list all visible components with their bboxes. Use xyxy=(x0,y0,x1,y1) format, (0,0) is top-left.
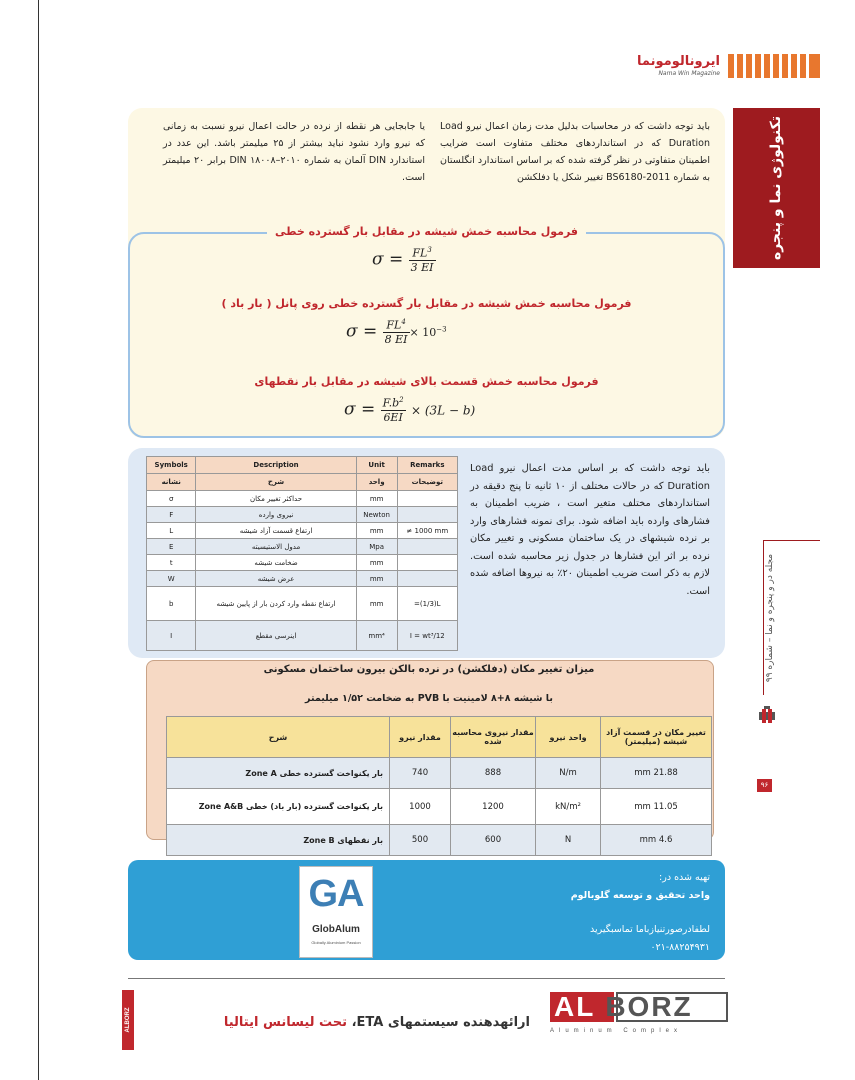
section-tab-label: تکنولوژی نما و پنجره xyxy=(768,115,784,261)
table-row: E مدول الاستیسیته Mpa xyxy=(147,539,458,555)
intro-right-paragraph: باید توجه داشت که در محاسبات بدلیل مدت زمان اعمال نیرو Load Duration که در استانداردهای مختلف متفاوت است ضرایب اطمینان متفاوتی در نظر گرفته شده که بر اساس استاندارد انگلستان به شماره BS6180-2011 تغییر شکل یا دفلکشن xyxy=(440,121,710,183)
side-divider-vertical xyxy=(763,540,764,695)
table-row: 11.05 mm kN/m² 1200 1000 بار یکنواخت گسترده (بار باد) خطی Zone A&B xyxy=(167,789,712,825)
col-remarks-fa: توضیحات xyxy=(397,474,457,491)
table-row: L ارتفاع قسمت آزاد شیشه mm ≠ 1000 mm xyxy=(147,523,458,539)
table-row: 4.6 mm N 600 500 بار نقطهای Zone B xyxy=(167,825,712,856)
footer-vertical-brand: ALBORZ xyxy=(122,990,134,1050)
logo-name: GlobAlum xyxy=(312,924,360,935)
symbols-header-fa xyxy=(147,474,458,491)
deflection-header xyxy=(167,717,712,758)
col-deflection: تغییر مکان در قسمت آزاد شیشه (میلیمتر) xyxy=(601,717,712,758)
formula-3: σ = $\frac{F.b^2}{6EI}$ × (3L − b) xyxy=(344,396,476,424)
intro-left-paragraph: یا جابجایی هر نقطه از نرده در حالت اعمال نیرو نسبت به زمانی که نیرو وارد نشود نباید بیشتر از ۲۵ میلیمتر باشد. این عدد در استاندارد DIN آلمان به شماره DIN ۱۸۰۰۸–۲۰۱۰ برابر ۲۰ میلیمتر است. xyxy=(163,121,426,183)
col-force-unit: واحد نیرو xyxy=(536,717,601,758)
page-margin-line xyxy=(38,0,39,1080)
logo-tag: Globally Aluminium Passion xyxy=(311,940,361,945)
side-divider xyxy=(763,540,820,541)
deflection-subtitle: با شیشه ۸+۸ لامینیت با PVB به ضخامت ۱/۵۲ میلیمتر xyxy=(305,693,553,704)
header-decor-bars xyxy=(728,54,820,78)
globalum-logo xyxy=(299,866,373,958)
alborz-wordmark: AL BORZ xyxy=(554,991,693,1022)
col-symbol-fa: نشانه xyxy=(147,474,196,491)
window-icon xyxy=(756,704,778,726)
col-unit-en: Unit xyxy=(356,457,397,474)
unit-name: واحد تحقیق و توسعه گلوبالوم xyxy=(570,890,710,901)
table-row: b ارتفاع نقطه وارد کردن بار از پایین شیشه mm =(1/3)L xyxy=(147,587,458,621)
contact-text: لطفادرصورتنیازباما تماسبگیرید xyxy=(589,924,710,935)
formula-2-title: فرمول محاسبه خمش شیشه در مقابل بار گسترده خطی روی پانل ( بار باد ) xyxy=(221,297,632,310)
col-symbol-en: Symbols xyxy=(147,457,196,474)
footer-divider xyxy=(128,978,725,979)
col-desc-en: Description xyxy=(196,457,356,474)
footer-text: ارائهدهنده سیستمهای ETA، تحت لیسانس ایتالیا xyxy=(223,1015,530,1030)
magazine-logo xyxy=(637,54,720,82)
logo-ga: GA xyxy=(308,873,364,915)
magazine-issue-label: مجله در و پنجره و نما – شماره ۹۹ xyxy=(765,553,775,683)
prepared-by: تهیه شده در: xyxy=(659,872,710,883)
formula-1-title: فرمول محاسبه خمش شیشه در مقابل بار گسترده خطی xyxy=(128,225,725,238)
alborz-sub: Aluminum Complex xyxy=(550,1028,683,1034)
table-row: F نیروی وارده Newton xyxy=(147,507,458,523)
magazine-logo-sub: Nama Win Magazine xyxy=(658,70,720,77)
alborz-logo xyxy=(550,990,730,1045)
table-row: 21.88 mm N/m 888 740 بار یکنواخت گسترده خطی Zone A xyxy=(167,758,712,789)
col-desc: شرح xyxy=(167,717,390,758)
col-remarks-en: Remarks xyxy=(397,457,457,474)
col-calc-force: مقدار نیروی محاسبه شده xyxy=(451,717,536,758)
table-row: I اینرسی مقطع mm⁴ I = wt³/12 xyxy=(147,621,458,651)
page-number: ۹۶ xyxy=(757,779,772,792)
symbols-header-en xyxy=(147,457,458,474)
phone-number: ۰۲۱-۸۸۲۵۴۹۳۱ xyxy=(650,942,710,953)
symbols-table xyxy=(146,456,458,651)
magazine-logo-text: ایرونالومونما xyxy=(637,54,720,69)
formula-3-title: فرمول محاسبه خمش قسمت بالای شیشه در مقابل بار نقطهای xyxy=(254,375,599,388)
section-tab xyxy=(733,108,820,268)
formula-2: σ = $\frac{FL^4}{8 EI}$ × $10^{-3}$ xyxy=(346,318,447,346)
formula-1: σ = $\frac{FL^3}{3 EI}$ xyxy=(372,246,434,274)
col-unit-fa: واحد xyxy=(356,474,397,491)
table-row: W عرض شیشه mm xyxy=(147,571,458,587)
deflection-table xyxy=(166,716,712,856)
table-row: σ حداکثر تغییر مکان mm xyxy=(147,491,458,507)
col-force: مقدار نیرو xyxy=(390,717,451,758)
symbols-paragraph: باید توجه داشت که بر اساس مدت اعمال نیرو Load Duration که در حالات مختلف از ۱۰ ثانیه تا پنج دقیقه در استانداردهای مختلف متغیر است ، ضریب اطمینان به فشارهای وارده باید اضافه شود. برای نمونه فشارهای وارد بر نرده شیشهای در یک ساختمان مسکونی و تغییر مکان نرده بر اثر این فشارها در جدول زیر محاسبه شده است. لازم به ذکر است ضریب اطمینان ۲۰٪ به نیروها اضافه شده است. xyxy=(470,463,710,597)
col-desc-fa: شرح xyxy=(196,474,356,491)
magazine-issue xyxy=(765,553,782,683)
table-row: t ضخامت شیشه mm xyxy=(147,555,458,571)
deflection-title: میزان تغییر مکان (دفلکشن) در نرده بالکن بیرون ساختمان مسکونی xyxy=(263,664,595,675)
